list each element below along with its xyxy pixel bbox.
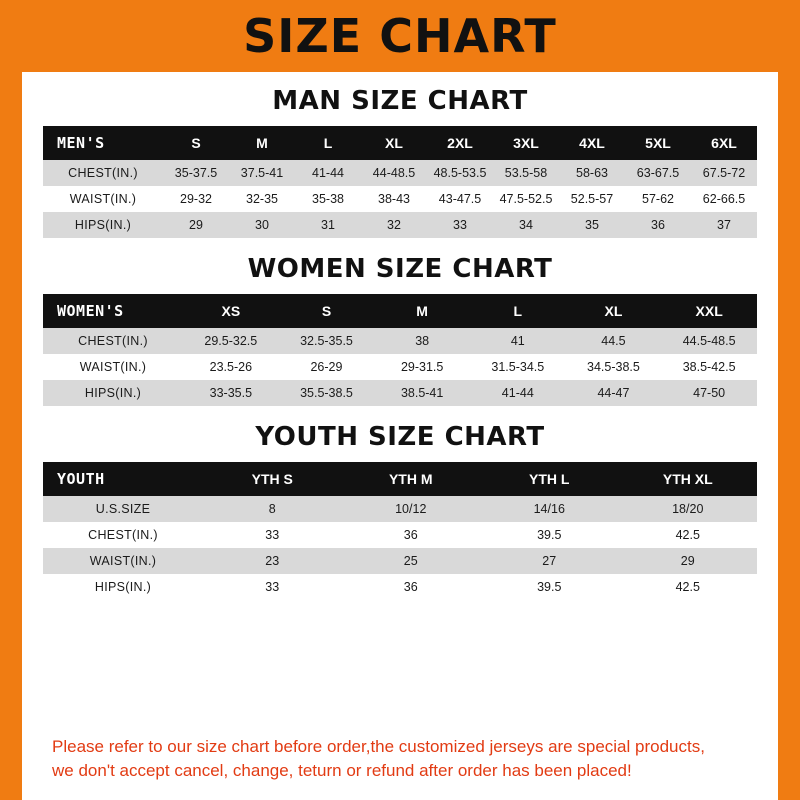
women-r2-c2: 38.5-41 [374,380,470,406]
men-r1-c7: 57-62 [625,186,691,212]
youth-row-2-label: WAIST(IN.) [43,548,203,574]
men-corner-label: MEN'S [43,126,163,160]
men-r2-c4: 33 [427,212,493,238]
women-col-0: XS [183,294,279,328]
women-r1-c1: 26-29 [279,354,375,380]
men-row-0-label: CHEST(IN.) [43,160,163,186]
table-row [43,160,757,186]
men-r2-c6: 35 [559,212,625,238]
youth-r1-c1: 36 [342,522,481,548]
men-col-2: L [295,126,361,160]
women-r0-c5: 44.5-48.5 [661,328,757,354]
youth-col-3: YTH XL [619,462,758,496]
header-banner [0,0,800,72]
men-col-5: 3XL [493,126,559,160]
women-r0-c4: 44.5 [566,328,662,354]
youth-corner-label: YOUTH [43,462,203,496]
youth-col-0: YTH S [203,462,342,496]
women-r0-c3: 41 [470,328,566,354]
men-r2-c1: 30 [229,212,295,238]
table-header-row [43,294,757,328]
men-size-table [43,126,757,238]
women-row-2-label: HIPS(IN.) [43,380,183,406]
men-r1-c2: 35-38 [295,186,361,212]
table-row [43,212,757,238]
women-r2-c1: 35.5-38.5 [279,380,375,406]
youth-r0-c1: 10/12 [342,496,481,522]
men-r1-c0: 29-32 [163,186,229,212]
men-r0-c1: 37.5-41 [229,160,295,186]
men-r1-c5: 47.5-52.5 [493,186,559,212]
women-size-table [43,294,757,406]
men-col-6: 4XL [559,126,625,160]
note-line-1: Please refer to our size chart before order,the customized jerseys are special products, [52,736,705,756]
right-orange-rail [778,0,800,800]
table-header-row [43,462,757,496]
left-orange-rail [0,0,22,800]
women-col-2: M [374,294,470,328]
men-row-2-label: HIPS(IN.) [43,212,163,238]
table-row [43,496,757,522]
men-r0-c0: 35-37.5 [163,160,229,186]
men-r0-c5: 53.5-58 [493,160,559,186]
youth-col-2: YTH L [480,462,619,496]
women-col-5: XXL [661,294,757,328]
women-r2-c0: 33-35.5 [183,380,279,406]
table-row [43,522,757,548]
youth-r0-c2: 14/16 [480,496,619,522]
youth-r0-c3: 18/20 [619,496,758,522]
women-col-1: S [279,294,375,328]
youth-r3-c2: 39.5 [480,574,619,600]
men-r0-c2: 41-44 [295,160,361,186]
youth-size-table [43,462,757,600]
men-col-7: 5XL [625,126,691,160]
women-corner-label: WOMEN'S [43,294,183,328]
women-r1-c3: 31.5-34.5 [470,354,566,380]
men-row-1-label: WAIST(IN.) [43,186,163,212]
youth-r2-c3: 29 [619,548,758,574]
youth-r3-c0: 33 [203,574,342,600]
men-r1-c4: 43-47.5 [427,186,493,212]
youth-r2-c2: 27 [480,548,619,574]
women-r0-c2: 38 [374,328,470,354]
order-policy-note [52,735,752,784]
youth-r1-c3: 42.5 [619,522,758,548]
youth-r3-c1: 36 [342,574,481,600]
page-title: SIZE CHART [243,9,557,63]
youth-row-0-label: U.S.SIZE [43,496,203,522]
youth-r0-c0: 8 [203,496,342,522]
youth-row-1-label: CHEST(IN.) [43,522,203,548]
men-col-3: XL [361,126,427,160]
men-r1-c8: 62-66.5 [691,186,757,212]
table-row [43,328,757,354]
youth-r1-c0: 33 [203,522,342,548]
women-col-3: L [470,294,566,328]
women-r2-c3: 41-44 [470,380,566,406]
youth-r3-c3: 42.5 [619,574,758,600]
table-row [43,574,757,600]
men-r0-c6: 58-63 [559,160,625,186]
men-r2-c7: 36 [625,212,691,238]
men-r1-c1: 32-35 [229,186,295,212]
table-row [43,354,757,380]
men-r0-c4: 48.5-53.5 [427,160,493,186]
men-r0-c8: 67.5-72 [691,160,757,186]
women-row-1-label: WAIST(IN.) [43,354,183,380]
women-r1-c2: 29-31.5 [374,354,470,380]
women-r1-c4: 34.5-38.5 [566,354,662,380]
section-title-women: WOMEN SIZE CHART [247,254,553,284]
men-col-4: 2XL [427,126,493,160]
men-r1-c3: 38-43 [361,186,427,212]
women-r1-c5: 38.5-42.5 [661,354,757,380]
men-r2-c8: 37 [691,212,757,238]
table-row [43,380,757,406]
men-r0-c3: 44-48.5 [361,160,427,186]
table-row [43,548,757,574]
chart-content [22,72,778,800]
men-r2-c5: 34 [493,212,559,238]
men-r2-c3: 32 [361,212,427,238]
table-header-row [43,126,757,160]
women-r2-c5: 47-50 [661,380,757,406]
women-r2-c4: 44-47 [566,380,662,406]
youth-row-3-label: HIPS(IN.) [43,574,203,600]
youth-r2-c1: 25 [342,548,481,574]
note-line-2: we don't accept cancel, change, teturn or refund after order has been placed! [52,761,632,781]
women-r0-c0: 29.5-32.5 [183,328,279,354]
men-col-1: M [229,126,295,160]
women-row-0-label: CHEST(IN.) [43,328,183,354]
youth-r2-c0: 23 [203,548,342,574]
section-title-man: MAN SIZE CHART [272,86,528,116]
men-col-0: S [163,126,229,160]
women-col-4: XL [566,294,662,328]
section-title-youth: YOUTH SIZE CHART [255,422,545,452]
women-r0-c1: 32.5-35.5 [279,328,375,354]
youth-col-1: YTH M [342,462,481,496]
women-r1-c0: 23.5-26 [183,354,279,380]
men-col-8: 6XL [691,126,757,160]
men-r2-c0: 29 [163,212,229,238]
men-r0-c7: 63-67.5 [625,160,691,186]
youth-r1-c2: 39.5 [480,522,619,548]
table-row [43,186,757,212]
men-r2-c2: 31 [295,212,361,238]
men-r1-c6: 52.5-57 [559,186,625,212]
